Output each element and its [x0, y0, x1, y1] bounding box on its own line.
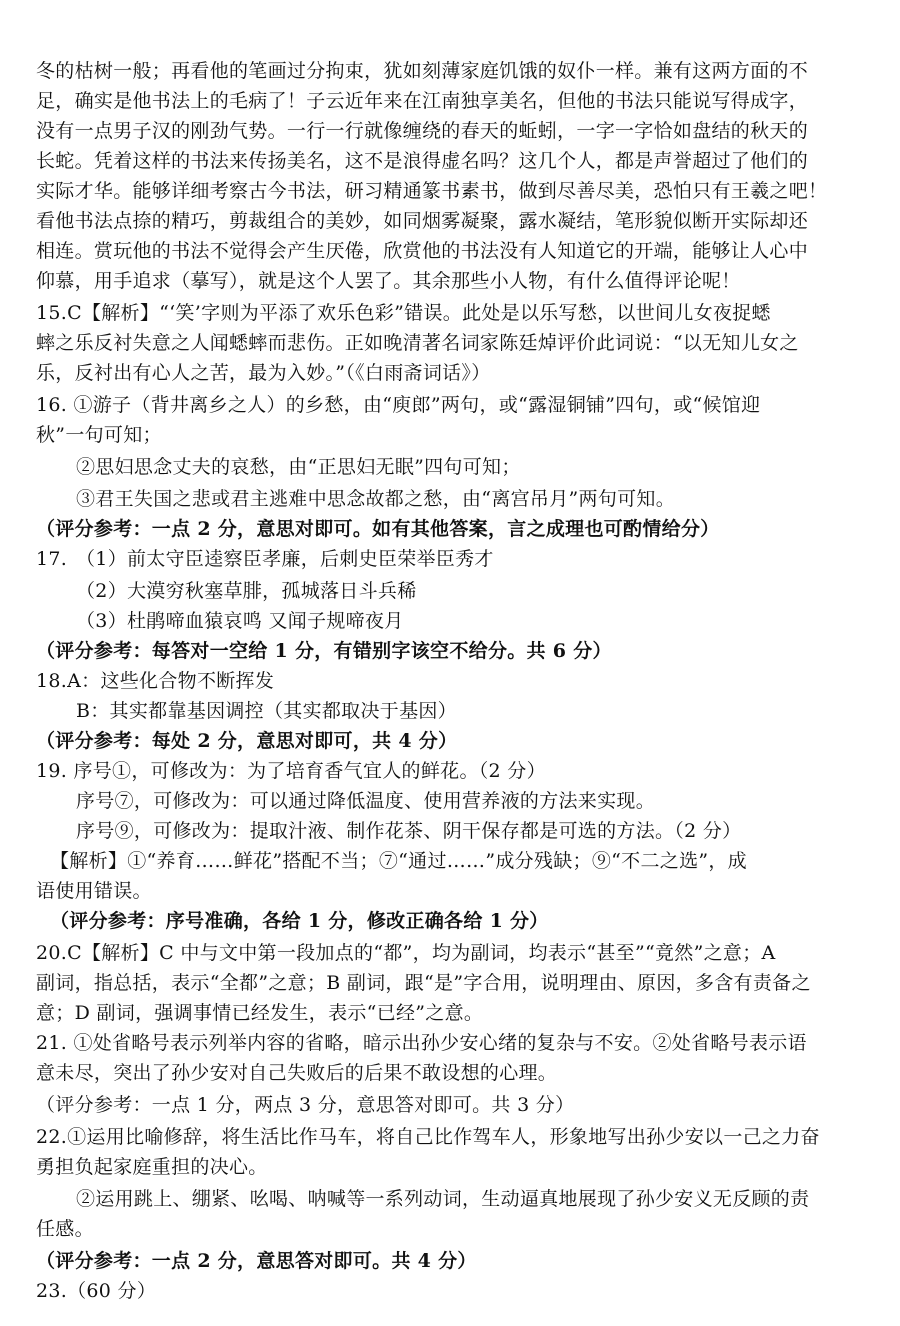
q18-answer-b: B：其实都靠基因调控（其实都取决于基因） — [76, 700, 457, 722]
q16-item-2: ②思妇思念丈夫的哀愁，由“正思妇无眠”四句可知； — [76, 456, 521, 478]
q15-answer: 蟀之乐反衬失意之人闻蟋蟀而悲伤。正如晚清著名词家陈廷焯评价此词说：“以无知儿女之 — [36, 332, 799, 354]
translation-line: 仰慕，用手追求（摹写），就是这个人罢了。其余那些小人物，有什么值得评论呢！ — [36, 270, 741, 292]
q21-answer: 意未尽，突出了孙少安对自己失败后的后果不敢设想的心理。 — [36, 1062, 558, 1084]
q17-scoring: （评分参考：每答对一空给 1 分，有错别字该空不给分。共 6 分） — [36, 640, 612, 662]
q19-answer: 19. 序号①，可修改为：为了培育香气宜人的鲜花。（2 分） — [36, 760, 546, 782]
translation-line: 冬的枯树一般；再看他的笔画过分拘束，犹如刻薄家庭饥饿的奴仆一样。兼有这两方面的不 — [36, 60, 809, 82]
q15-answer: 15.C【解析】“‘笑’字则为平添了欢乐色彩”错误。此处是以乐写愁，以世间儿女夜捉蟋 — [36, 302, 771, 324]
q22-item-2: 任感。 — [36, 1218, 94, 1240]
q16-item-3: ③君王失国之悲或君主逃难中思念故都之愁，由“离宫吊月”两句可知。 — [76, 488, 676, 510]
q20-answer: 副词，指总括，表示“全都”之意；B 副词，跟“是”字合用，说明理由、原因，多含有责备之 — [36, 972, 811, 994]
q22-item-2: ②运用跳上、绷紧、吆喝、呐喊等一系列动词，生动逼真地展现了孙少安义无反顾的责 — [76, 1188, 810, 1210]
translation-line: 看他书法点捺的精巧，剪裁组合的美妙，如同烟雾凝聚，露水凝结，笔形貌似断开实际却还 — [36, 210, 809, 232]
translation-line: 足，确实是他书法上的毛病了！子云近年来在江南独享美名，但他的书法只能说写得成字， — [36, 90, 809, 112]
q19-analysis: 【解析】①“养育……鲜花”搭配不当；⑦“通过……”成分残缺；⑨“不二之选”，成 — [50, 850, 747, 872]
q21-scoring: （评分参考：一点 1 分，两点 3 分，意思答对即可。共 3 分） — [36, 1094, 575, 1116]
q18-scoring: （评分参考：每处 2 分，意思对即可，共 4 分） — [36, 730, 458, 752]
q19-answer: 序号⑨，可修改为：提取汁液、制作花茶、阴干保存都是可选的方法。（2 分） — [76, 820, 742, 842]
q17-item-3: （3）杜鹃啼血猿哀鸣 又闻子规啼夜月 — [76, 610, 404, 632]
q17-item-1: （1）前太守臣逵察臣孝廉，后刺史臣荣举臣秀才 — [76, 548, 494, 570]
q17-label: 17. — [36, 548, 68, 570]
q19-scoring: （评分参考：序号准确，各给 1 分，修改正确各给 1 分） — [50, 910, 549, 932]
q18-answer-a: 18.A：这些化合物不断挥发 — [36, 670, 275, 692]
q19-answer: 序号⑦，可修改为：可以通过降低温度、使用营养液的方法来实现。 — [76, 790, 656, 812]
q20-answer: 意；D 副词，强调事情已经发生，表示“已经”之意。 — [36, 1002, 484, 1024]
q20-answer: 20.C【解析】C 中与文中第一段加点的“都”，均为副词，均表示“甚至”“竟然”之意；A — [36, 942, 776, 964]
q16-answer: 16. ①游子（背井离乡之人）的乡愁，由“庾郎”两句，或“露湿铜铺”四句，或“候馆迎 — [36, 394, 761, 416]
q21-answer: 21. ①处省略号表示列举内容的省略，暗示出孙少安心绪的复杂与不安。②处省略号表示语 — [36, 1032, 807, 1054]
q22-scoring: （评分参考：一点 2 分，意思答对即可。共 4 分） — [36, 1250, 477, 1272]
q23-heading: 23.（60 分） — [36, 1280, 157, 1302]
q22-answer: 勇担负起家庭重担的决心。 — [36, 1156, 268, 1178]
translation-line: 相连。赏玩他的书法不觉得会产生厌倦，欣赏他的书法没有人知道它的开端，能够让人心中 — [36, 240, 809, 262]
q16-answer: 秋”一句可知； — [36, 424, 162, 446]
q22-answer: 22.①运用比喻修辞，将生活比作马车，将自己比作驾车人，形象地写出孙少安以一己之力奋 — [36, 1126, 820, 1148]
q17-item-2: （2）大漠穷秋塞草腓，孤城落日斗兵稀 — [76, 580, 417, 602]
translation-line: 长蛇。凭着这样的书法来传扬美名，这不是浪得虚名吗？这几个人，都是声誉超过了他们的 — [36, 150, 809, 172]
q19-analysis: 语使用错误。 — [36, 880, 152, 902]
translation-line: 没有一点男子汉的刚劲气势。一行一行就像缠绕的春天的蚯蚓，一字一字恰如盘结的秋天的 — [36, 120, 809, 142]
q15-answer: 乐，反衬出有心人之苦，最为入妙。”（《白雨斋词话》） — [36, 362, 491, 384]
translation-line: 实际才华。能够详细考察古今书法，研习精通篆书素书，做到尽善尽美，恐怕只有王羲之吧！ — [36, 180, 828, 202]
q16-scoring: （评分参考：一点 2 分，意思对即可。如有其他答案，言之成理也可酌情给分） — [36, 518, 720, 540]
